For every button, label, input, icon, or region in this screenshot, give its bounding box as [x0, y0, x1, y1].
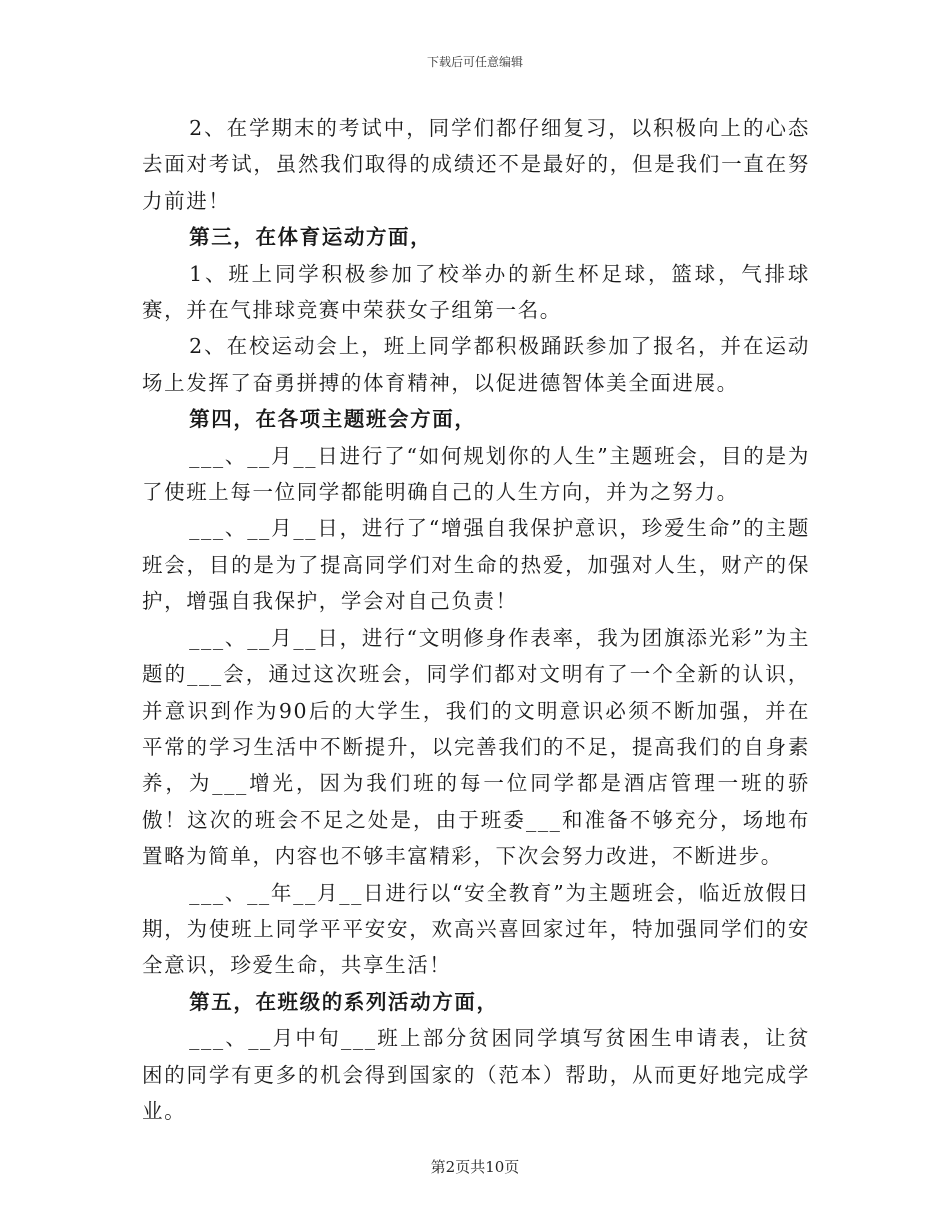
paragraph-meeting-4: ___、__年__月__日进行以“安全教育”为主题班会，临近放假日期，为使班上同学平平安安，欢高兴喜回家过年，特加强同学们的安全意识，珍爱生命，共享生活！ [142, 880, 810, 978]
paragraph-exam: 2、在学期末的考试中，同学们都仔细复习，以积极向上的心态去面对考试，虽然我们取得的成绩还不是最好的，但是我们一直在努力前进！ [142, 116, 810, 213]
page-footer-number: 第2页共10页 [430, 1158, 520, 1176]
paragraph-meeting-3: ___、__月__日，进行“文明修身作表率，我为团旗添光彩”为主题的___会，通过这次班会，同学们都对文明有了一个全新的认识，并意识到作为90后的大学生，我们的文明意识必须不断加强，并在平常的学习生活中不断提升，以完善我们的不足，提高我们的自身素养，为___增光，因为我们班的每一位同学都是酒店管理一班的骄傲！这次的班会不足之处是，由于班委___和准备不够充分，场地布置略为简单，内容也不够丰富精彩，下次会努力改进，不断进步。 [142, 625, 810, 869]
page-header-note: 下载后可任意编辑 [426, 55, 523, 69]
paragraph-meeting-2: ___、__月__日，进行了“增强自我保护意识，珍爱生命”的主题班会，目的是为了提高同学们对生命的热爱，加强对人生，财产的保护，增强自我保护，学会对自己负责！ [142, 516, 810, 614]
section-heading-activities: 第五，在班级的系列活动方面， [189, 989, 499, 1014]
paragraph-activity-1: ___、__月中旬___班上部分贫困同学填写贫困生申请表，让贫困的同学有更多的机会得到国家的（范本）帮助，从而更好地完成学业。 [142, 1026, 810, 1123]
paragraph-sports-2: 2、在校运动会上，班上同学都积极踊跃参加了报名，并在运动场上发挥了奋勇拼搏的体育精神，以促进德智体美全面进展。 [142, 334, 810, 395]
paragraph-meeting-1: ___、__月__日进行了“如何规划你的人生”主题班会，目的是为了使班上每一位同学都能明确自己的人生方向，并为之努力。 [142, 443, 810, 505]
section-heading-class-meetings: 第四，在各项主题班会方面， [189, 407, 477, 432]
paragraph-sports-1: 1、班上同学积极参加了校举办的新生杯足球，篮球，气排球赛，并在气排球竞赛中荣获女子组第一名。 [142, 261, 810, 323]
document-body [142, 110, 810, 1129]
section-heading-sports: 第三，在体育运动方面， [189, 225, 433, 250]
